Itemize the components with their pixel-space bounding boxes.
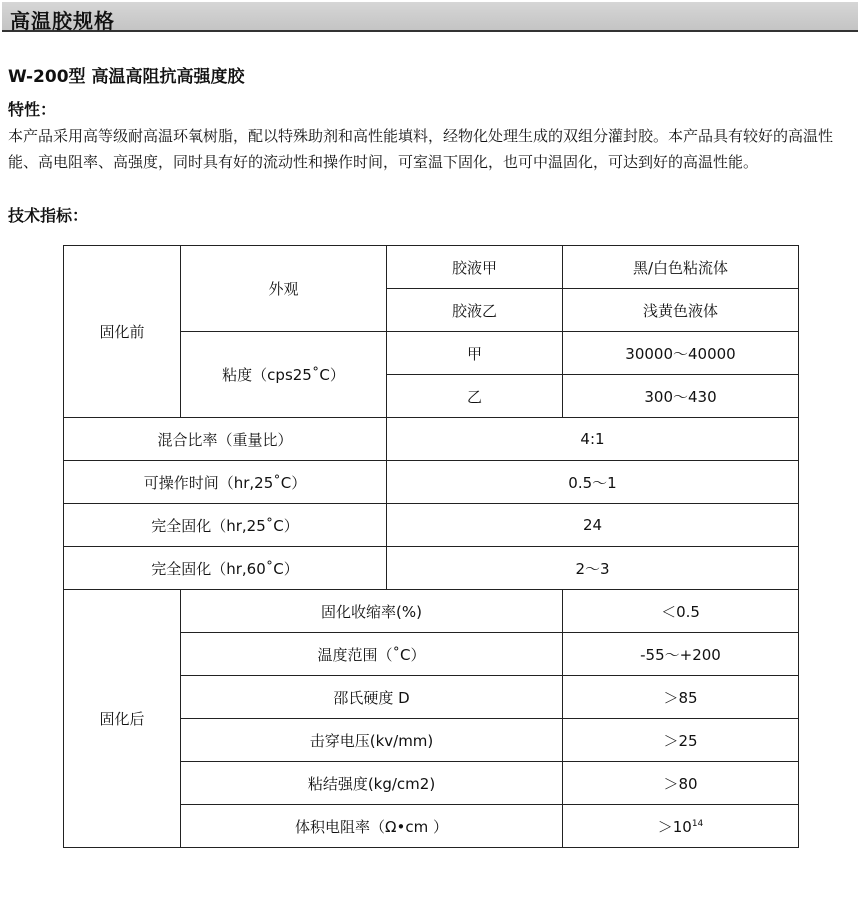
resistivity-value: ＞10: [657, 817, 692, 836]
viscosity-a-value: 30000～40000: [563, 332, 799, 375]
hardness-value: ＞85: [563, 676, 799, 719]
table-row: [64, 547, 799, 590]
viscosity-b-value: 300～430: [563, 375, 799, 418]
before-cure-label: 固化前: [64, 246, 181, 418]
mix-ratio-label: 混合比率（重量比）: [64, 418, 387, 461]
mix-ratio-value: 4:1: [387, 418, 799, 461]
temp-range-value: -55～+200: [563, 633, 799, 676]
table-row: [64, 461, 799, 504]
breakdown-label: 击穿电压(kv/mm): [181, 719, 563, 762]
table-row: [64, 590, 799, 633]
pot-life-value: 0.5～1: [387, 461, 799, 504]
table-row: [64, 246, 799, 289]
table-row: [64, 418, 799, 461]
resistivity-exponent: 14: [691, 818, 704, 829]
breakdown-value: ＞25: [563, 719, 799, 762]
cure-60-label: 完全固化（hr,60˚C）: [64, 547, 387, 590]
resistivity-label: 体积电阻率（Ω•cm ）: [181, 805, 563, 848]
viscosity-a-label: 甲: [387, 332, 563, 375]
pot-life-label: 可操作时间（hr,25˚C）: [64, 461, 387, 504]
resistivity-cell: [563, 805, 799, 848]
appearance-b-value: 浅黄色液体: [563, 289, 799, 332]
page-title: 高温胶规格: [10, 9, 115, 33]
bond-strength-value: ＞80: [563, 762, 799, 805]
shrinkage-label: 固化收缩率(%): [181, 590, 563, 633]
header-bar: [2, 2, 858, 32]
viscosity-label: 粘度（cps25˚C）: [181, 332, 387, 418]
cure-25-value: 24: [387, 504, 799, 547]
appearance-a-value: 黑/白色粘流体: [563, 246, 799, 289]
cure-25-label: 完全固化（hr,25˚C）: [64, 504, 387, 547]
appearance-label: 外观: [181, 246, 387, 332]
table-row: [64, 504, 799, 547]
features-description: 本产品采用高等级耐高温环氧树脂，配以特殊助剂和高性能填料，经物化处理生成的双组分灌封胶。本产品具有较好的高温性能、高电阻率、高强度，同时具有好的流动性和操作时间，可室温下固化，也可中温固化，可达到好的高温性能。: [8, 127, 834, 171]
specs-heading: 技术指标：: [8, 206, 89, 225]
viscosity-b-label: 乙: [387, 375, 563, 418]
product-title: W-200型 高温高阻抗高强度胶: [8, 67, 245, 87]
after-cure-label: 固化后: [64, 590, 181, 848]
appearance-a-label: 胶液甲: [387, 246, 563, 289]
hardness-label: 邵氏硬度 D: [181, 676, 563, 719]
features-heading: 特性：: [8, 100, 57, 119]
appearance-b-label: 胶液乙: [387, 289, 563, 332]
bond-strength-label: 粘结强度(kg/cm2): [181, 762, 563, 805]
temp-range-label: 温度范围（˚C）: [181, 633, 563, 676]
cure-60-value: 2～3: [387, 547, 799, 590]
shrinkage-value: ＜0.5: [563, 590, 799, 633]
spec-table: [63, 245, 799, 848]
